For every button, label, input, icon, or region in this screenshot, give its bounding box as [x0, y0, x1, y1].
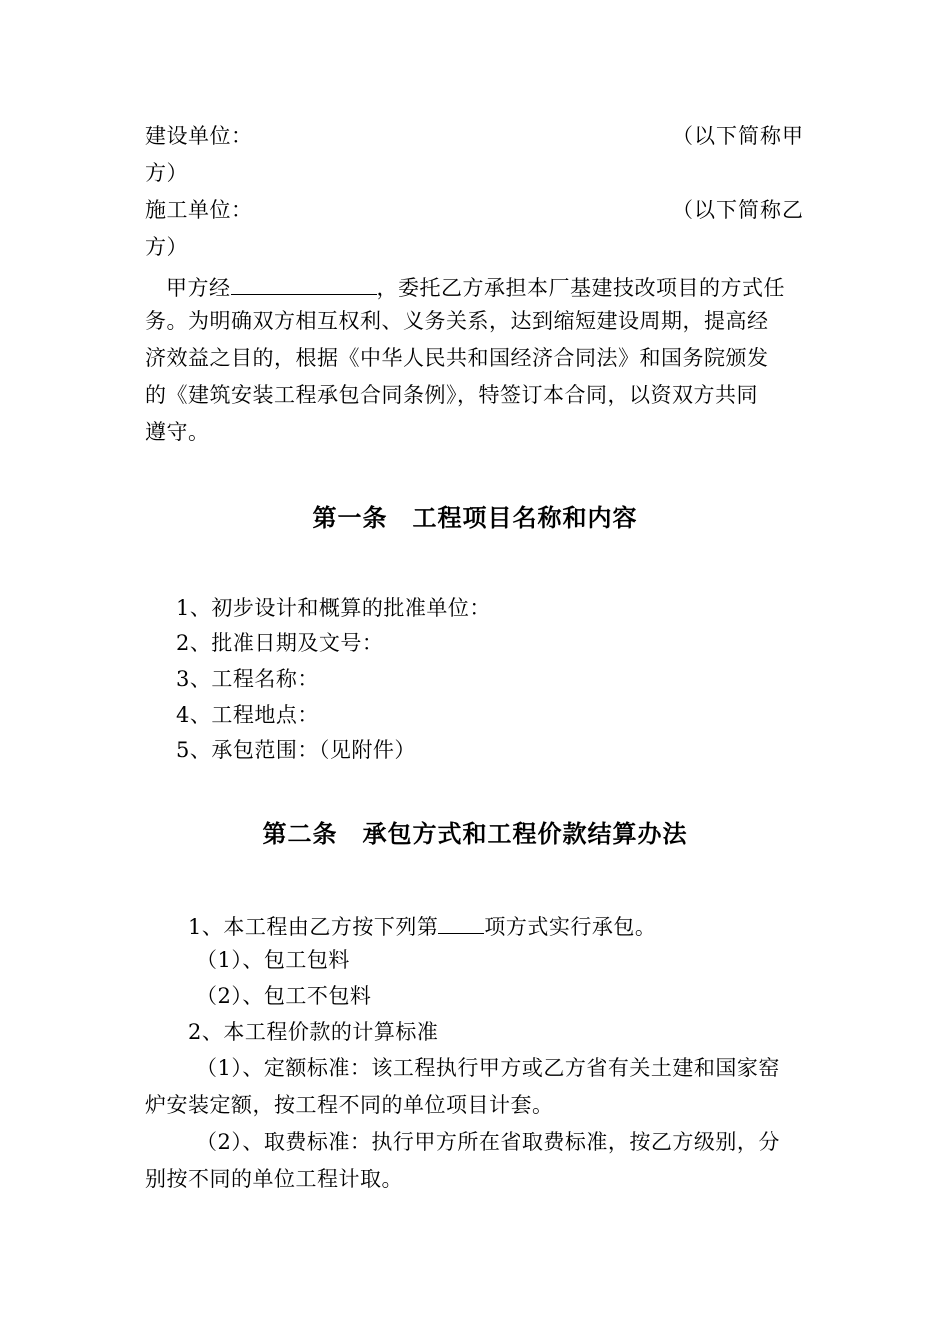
- build-unit-label: 建设单位：: [145, 124, 253, 148]
- article2-standard-1-line2: 炉安装定额，按工程不同的单位项目计套。: [145, 1093, 554, 1117]
- article1-item-3: 3、工程名称：: [176, 667, 319, 691]
- intro-paragraph-line2: 务。为明确双方相互权利、义务关系，达到缩短建设周期，提高经: [145, 309, 769, 333]
- article2-standard-1-line1: （1）、定额标准：该工程执行甲方或乙方省有关土建和国家窑: [196, 1056, 780, 1080]
- article1-item-2: 2、批准日期及文号：: [176, 631, 384, 655]
- approval-blank: [231, 274, 377, 295]
- article2-item1-end: 项方式实行承包。: [484, 915, 657, 939]
- intro-paragraph-line4: 的《建筑安装工程承包合同条例》，特签订本合同，以资双方共同: [145, 383, 758, 407]
- build-unit-note: （以下简称甲: [672, 124, 804, 148]
- article2-item-1: [188, 913, 656, 938]
- article2-item-2: 2、本工程价款的计算标准: [188, 1020, 439, 1044]
- article2-title: 第二条 承包方式和工程价款结算办法: [262, 820, 688, 848]
- intro-para-after-blank: ，委托乙方承担本厂基建技改项目的方式任: [376, 276, 785, 300]
- article1-title: 第一条 工程项目名称和内容: [312, 504, 638, 532]
- construct-unit-label: 施工单位：: [145, 198, 253, 222]
- construct-unit-note: （以下简称乙: [672, 198, 804, 222]
- intro-para-start: 甲方经: [166, 276, 231, 300]
- intro-paragraph-line5: 遵守。: [145, 420, 210, 444]
- article1-item-4: 4、工程地点：: [176, 703, 319, 727]
- article2-option-1: （1）、包工包料: [196, 948, 350, 972]
- contract-mode-blank: [438, 913, 484, 934]
- article2-option-2: （2）、包工不包料: [196, 984, 372, 1008]
- article1-item-5: 5、承包范围：（见附件）: [176, 738, 416, 762]
- article2-standard-2-line1: （2）、取费标准：执行甲方所在省取费标准，按乙方级别，分: [196, 1130, 780, 1154]
- construct-unit-note-cont: 方）: [145, 235, 188, 259]
- article1-item-1: 1、初步设计和概算的批准单位：: [176, 596, 491, 620]
- intro-paragraph-line1: [166, 274, 785, 299]
- intro-paragraph-line3: 济效益之目的，根据《中华人民共和国经济合同法》和国务院颁发: [145, 346, 769, 370]
- article2-item1-start: 1、本工程由乙方按下列第: [188, 915, 439, 939]
- article2-standard-2-line2: 别按不同的单位工程计取。: [145, 1167, 403, 1191]
- build-unit-note-cont: 方）: [145, 161, 188, 185]
